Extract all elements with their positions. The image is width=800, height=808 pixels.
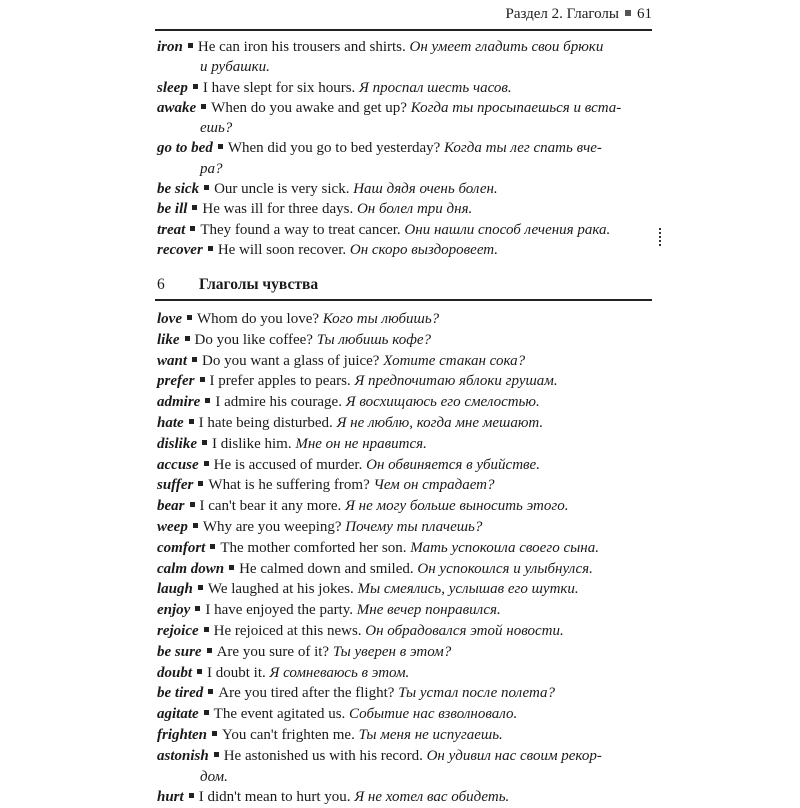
vocab-entry <box>157 517 657 538</box>
bullet-icon <box>189 419 194 424</box>
vocab-entry <box>157 455 657 476</box>
bullet-icon <box>201 104 206 109</box>
entry-example-en: The mother comforted her son. <box>220 539 407 556</box>
bullet-icon <box>202 440 207 445</box>
vocab-entry <box>157 413 657 434</box>
entry-translation-ru: Наш дядя очень болен. <box>353 181 498 198</box>
bullet-icon <box>208 689 213 694</box>
entry-translation-ru: Кого ты любишь? <box>322 311 440 327</box>
entry-translation-ru: Ты любишь кофе? <box>316 331 432 348</box>
entry-example-en: He will soon recover. <box>217 241 347 258</box>
bullet-icon <box>195 606 200 611</box>
bullet-icon <box>190 226 195 231</box>
entry-example-en: I have slept for six hours. <box>202 79 356 96</box>
entry-word: prefer <box>157 373 195 390</box>
entry-word: be tired <box>157 685 204 702</box>
vocab-entry-continuation <box>157 57 657 77</box>
bullet-icon <box>208 246 213 251</box>
entry-example-en: You can't frighten me. <box>222 726 355 743</box>
entry-translation-ru: Я не могу больше выносить этого. <box>345 498 569 515</box>
entry-word: be sure <box>157 643 202 660</box>
bullet-icon <box>190 502 195 507</box>
section-heading <box>157 276 318 294</box>
vocab-entry <box>157 98 657 118</box>
entry-translation-ru: Когда ты просыпаешься и вста- <box>410 99 622 116</box>
entry-translation-ru: Хотите стакан сока? <box>383 352 526 369</box>
bullet-icon <box>204 461 209 466</box>
vocab-entry-continuation <box>157 159 657 179</box>
entry-word: rejoice <box>157 622 199 639</box>
bullet-icon <box>210 544 215 549</box>
entry-translation-ru: Он умеет гладить свои брюки <box>409 39 604 55</box>
vocab-entry <box>157 538 657 559</box>
entry-word: want <box>157 352 188 369</box>
entry-translation-ru: Он скоро выздоровеет. <box>349 241 499 258</box>
bullet-icon <box>192 205 197 210</box>
vocab-entry <box>157 392 657 413</box>
entry-word: admire <box>157 394 201 411</box>
entry-example-en: What is he suffering from? <box>208 477 370 494</box>
bullet-icon <box>205 398 210 403</box>
entry-example-en: I prefer apples to pears. <box>209 373 351 390</box>
vocab-entry <box>157 621 657 642</box>
section-rule <box>155 299 652 301</box>
entry-translation-ru: Ты устал после полета? <box>398 685 556 702</box>
vocab-entry <box>157 240 657 260</box>
entry-word: sleep <box>157 79 188 96</box>
entry-word: comfort <box>157 539 206 556</box>
vocab-entry <box>157 475 657 496</box>
entry-example-en: I didn't mean to hurt you. <box>198 789 351 806</box>
entry-translation-ru: Ты уверен в этом? <box>332 643 452 660</box>
entry-word: be sick <box>157 181 200 198</box>
vocab-entry <box>157 37 657 57</box>
vocab-entry <box>157 725 657 746</box>
entry-word: doubt <box>157 664 193 681</box>
bullet-icon <box>197 669 202 674</box>
vocab-entry <box>157 309 657 330</box>
entry-example-en: I have enjoyed the party. <box>205 602 354 619</box>
entry-example-en: Do you like coffee? <box>194 331 313 348</box>
entry-word: calm down <box>157 560 225 577</box>
vocab-entry <box>157 600 657 621</box>
entry-example-en: I dislike him. <box>212 435 292 452</box>
vocab-entry <box>157 579 657 600</box>
entry-word: weep <box>157 518 188 535</box>
entry-example-en: Are you tired after the flight? <box>218 685 395 702</box>
bullet-icon <box>229 565 234 570</box>
entry-word: enjoy <box>157 602 191 619</box>
vocab-entry <box>157 371 657 392</box>
entry-translation-ru-cont: дом. <box>200 768 228 785</box>
entry-translation-ru: Мне он не нравится. <box>295 435 427 452</box>
entry-translation-ru: Я сомневаюсь в этом. <box>269 664 410 681</box>
entry-example-en: He can iron his trousers and shirts. <box>197 39 406 55</box>
vocab-entry <box>157 559 657 580</box>
vocab-entry <box>157 351 657 372</box>
bullet-icon <box>188 43 193 48</box>
entry-example-en: I doubt it. <box>207 664 266 681</box>
entry-translation-ru: Ты меня не испугаешь. <box>358 726 503 743</box>
bullet-icon <box>193 523 198 528</box>
header-rule <box>155 29 652 31</box>
entry-word: frighten <box>157 726 208 743</box>
entry-translation-ru: Он удивил нас своим рекор- <box>426 747 602 764</box>
square-bullet-icon <box>625 10 631 16</box>
bullet-icon <box>189 793 194 798</box>
entry-translation-ru: Он обвиняется в убийстве. <box>366 456 540 473</box>
entry-example-en: He was ill for three days. <box>202 201 354 218</box>
entry-translation-ru: Он обрадовался этой новости. <box>365 622 564 639</box>
running-header <box>440 6 652 23</box>
entry-word: awake <box>157 99 197 116</box>
vocab-entry <box>157 663 657 684</box>
vocab-entry <box>157 78 657 98</box>
entry-translation-ru-cont: ешь? <box>200 120 233 137</box>
section-number: 6 <box>157 276 165 293</box>
entry-translation-ru: Я не люблю, когда мне мешают. <box>336 414 544 431</box>
entry-translation-ru: Я предпочитаю яблоки грушам. <box>354 373 558 390</box>
entry-example-en: He rejoiced at this news. <box>213 622 362 639</box>
entry-translation-ru: Мы смеялись, услышав его шутки. <box>357 581 579 598</box>
vocab-entry <box>157 138 657 158</box>
entry-word: laugh <box>157 581 193 598</box>
entry-translation-ru: Я восхищаюсь его смелостью. <box>345 394 540 411</box>
entry-word: astonish <box>157 747 209 764</box>
entry-word: like <box>157 331 180 348</box>
entry-example-en: When do you awake and get up? <box>211 99 407 116</box>
entry-example-en: Whom do you love? <box>196 311 320 327</box>
entry-word: love <box>157 311 182 327</box>
section-title: Раздел 2. Глаголы <box>505 6 619 22</box>
entry-example-en: He astonished us with his record. <box>223 747 423 764</box>
entry-example-en: He calmed down and smiled. <box>239 560 414 577</box>
vocab-entry <box>157 179 657 199</box>
entry-example-en: I admire his courage. <box>215 394 342 411</box>
bullet-icon <box>214 752 219 757</box>
entry-translation-ru: Он успокоился и улыбнулся. <box>417 560 593 577</box>
entry-word: bear <box>157 498 185 515</box>
entry-word: agitate <box>157 706 199 723</box>
entry-word: iron <box>157 39 183 55</box>
entry-word: dislike <box>157 435 197 452</box>
entry-example-en: I can't bear it any more. <box>199 498 342 515</box>
entry-example-en: The event agitated us. <box>213 706 346 723</box>
vocab-entry <box>157 434 657 455</box>
vocab-entry <box>157 704 657 725</box>
entry-example-en: He is accused of murder. <box>213 456 363 473</box>
bullet-icon <box>212 731 217 736</box>
vocab-entry <box>157 496 657 517</box>
entry-word: suffer <box>157 477 194 494</box>
vocab-entry <box>157 220 657 240</box>
page-number: 61 <box>637 6 652 22</box>
vocab-entry-continuation <box>157 118 657 138</box>
entry-translation-ru-cont: и рубашки. <box>200 59 270 76</box>
entry-translation-ru: Мне вечер понравился. <box>356 602 501 619</box>
bullet-icon <box>218 144 223 149</box>
bullet-icon <box>193 84 198 89</box>
entry-example-en: Do you want a glass of juice? <box>202 352 380 369</box>
bullet-icon <box>198 481 203 486</box>
entry-translation-ru: Событие нас взволновало. <box>349 706 518 723</box>
entry-example-en: Our uncle is very sick. <box>214 181 350 198</box>
entry-example-en: Are you sure of it? <box>216 643 330 660</box>
entry-example-en: They found a way to treat cancer. <box>200 221 401 238</box>
entry-example-en: When did you go to bed yesterday? <box>227 140 441 157</box>
entry-word: hurt <box>157 789 184 806</box>
entry-translation-ru: Я проспал шесть часов. <box>359 79 512 96</box>
entry-example-en: I hate being disturbed. <box>198 414 333 431</box>
entry-example-en: Why are you weeping? <box>202 518 342 535</box>
bullet-icon <box>207 648 212 653</box>
vocab-entry <box>157 746 657 767</box>
vocab-entry-continuation <box>157 767 657 788</box>
entry-word: treat <box>157 221 186 238</box>
vocab-entry <box>157 642 657 663</box>
vocab-entry <box>157 330 657 351</box>
bullet-icon <box>187 315 192 320</box>
bullet-icon <box>200 377 205 382</box>
entry-word: go to bed <box>157 140 213 157</box>
entry-word: recover <box>157 241 203 258</box>
section-heading-title: Глаголы чувства <box>199 276 319 293</box>
entry-translation-ru: Я не хотел вас обидеть. <box>354 789 510 806</box>
entry-word: accuse <box>157 456 199 473</box>
entry-translation-ru: Чем он страдает? <box>373 477 495 494</box>
entry-translation-ru: Когда ты лег спать вче- <box>444 140 602 157</box>
vocab-entry <box>157 199 657 219</box>
bullet-icon <box>204 710 209 715</box>
entry-word: be ill <box>157 201 188 218</box>
entry-translation-ru: Почему ты плачешь? <box>345 518 483 535</box>
vocabulary-list-1 <box>157 37 657 260</box>
entry-translation-ru: Мать успокоила своего сына. <box>410 539 599 556</box>
bullet-icon <box>204 185 209 190</box>
bullet-icon <box>185 336 190 341</box>
bullet-icon <box>198 585 203 590</box>
vocabulary-list-2 <box>157 309 657 808</box>
vocab-entry <box>157 787 657 808</box>
entry-translation-ru: Он болел три дня. <box>356 201 473 218</box>
bullet-icon <box>204 627 209 632</box>
entry-example-en: We laughed at his jokes. <box>207 581 354 598</box>
margin-dots-mark <box>659 228 663 246</box>
entry-word: hate <box>157 414 184 431</box>
entry-translation-ru: Они нашли способ лечения рака. <box>404 221 611 238</box>
entry-translation-ru-cont: ра? <box>200 160 223 177</box>
vocab-entry <box>157 683 657 704</box>
bullet-icon <box>192 357 197 362</box>
